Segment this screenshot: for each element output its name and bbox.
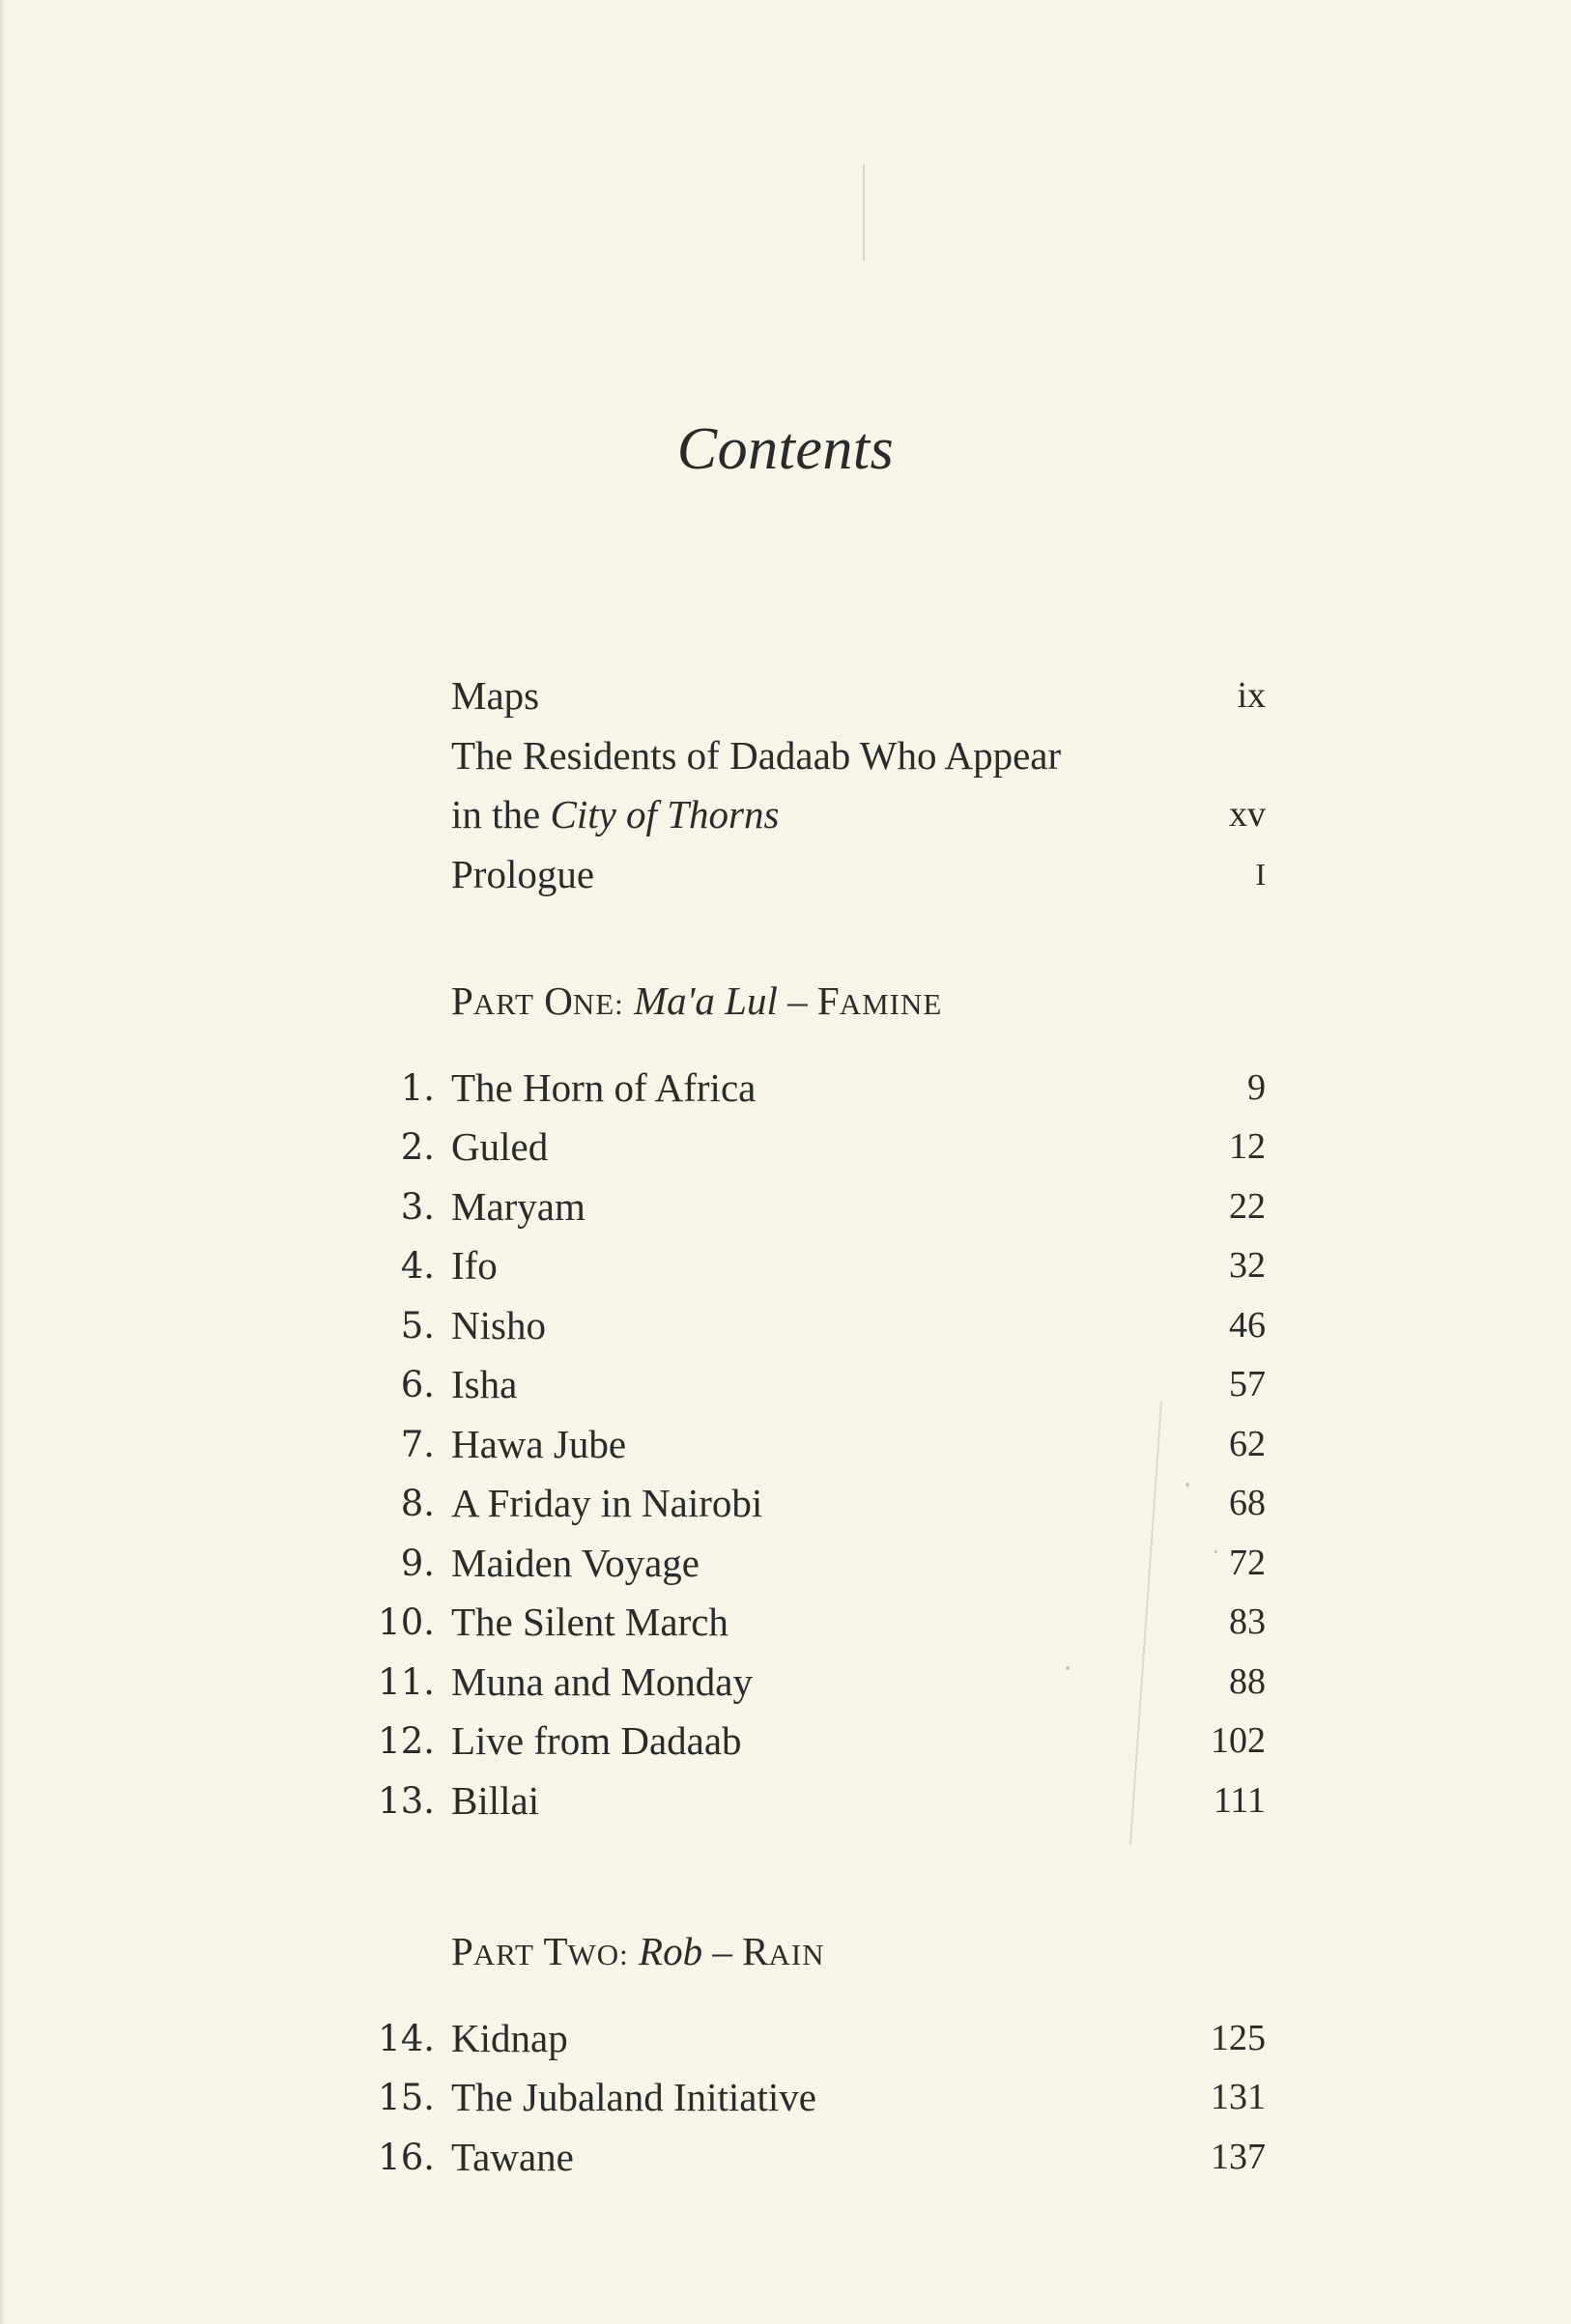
toc-chapter-entry[interactable] [348,1474,1266,1534]
smallcap-rest: AIN [768,1938,825,1971]
part-two-heading [348,1922,1266,1982]
entry-page: xv [1229,794,1266,835]
chapter-page: 68 [1229,1483,1266,1523]
smallcap-rest: ART [472,1938,534,1971]
entry-label: Maps [451,673,540,718]
chapter-title: Isha [451,1362,518,1406]
chapter-number: 13. [378,1779,435,1822]
chapter-number: 9. [400,1542,435,1584]
chapter-number: 1. [400,1066,435,1109]
chapter-page: 9 [1247,1066,1266,1108]
crease-mark [863,164,865,261]
entry-label-line1: The Residents of Dadaab Who Appear [451,732,1062,778]
toc-chapter-entry[interactable] [348,1771,1266,1831]
part-heading-text [451,972,942,1034]
smallcap-initial: T [533,1929,568,1973]
entry-label-line2 [451,785,779,845]
toc-chapter-entry[interactable] [348,1296,1266,1356]
chapter-title: The Horn of Africa [451,1064,757,1110]
table-of-contents [348,666,1266,2187]
part-heading-italic: Rob [639,1929,703,1973]
chapter-title: Maryam [451,1183,586,1229]
smallcap-initial: P [451,978,473,1023]
part-one-heading [348,972,1266,1032]
chapter-page: 125 [1211,2017,1266,2058]
chapter-title: Guled [451,1124,549,1169]
chapter-number: 3. [400,1185,435,1228]
chapter-number: 14. [378,2017,435,2059]
toc-chapter-entry[interactable] [348,1059,1266,1119]
smallcap-initial: P [451,1929,473,1973]
chapter-number: 2. [400,1126,435,1168]
toc-chapter-entry[interactable] [348,1415,1266,1475]
chapter-page: 102 [1211,1720,1266,1761]
part-gap [348,1982,1266,2009]
entry-label-italic: City of Thorns [550,792,780,836]
page-title: Contents [676,416,895,482]
chapter-number: 12. [378,1720,435,1762]
part-heading-text [451,1922,825,1985]
chapter-page: 83 [1229,1601,1266,1642]
chapter-title: Maiden Voyage [451,1540,700,1585]
chapter-number: 16. [378,2136,435,2178]
chapter-title: Hawa Jube [451,1421,627,1466]
toc-chapter-entry[interactable] [348,1653,1266,1713]
part-heading-dash: – [702,1929,743,1973]
chapter-page: 72 [1229,1542,1266,1583]
chapter-number: 8. [400,1483,435,1524]
chapter-number: 15. [378,2077,435,2118]
smallcap-initial: O [533,978,573,1023]
smallcap-rest: AMINE [839,987,943,1021]
chapter-title: Tawane [451,2134,574,2179]
toc-entry-maps[interactable] [348,666,1266,726]
chapter-number: 10. [378,1601,435,1643]
chapter-title: Live from Dadaab [451,1718,742,1763]
toc-entry-prologue[interactable] [348,845,1266,905]
chapter-page: 46 [1229,1304,1266,1346]
entry-page: ix [1237,675,1266,716]
toc-chapter-entry[interactable] [348,1177,1266,1237]
smallcap-rest: ART [472,987,534,1021]
section-gap [348,1830,1266,1922]
chapter-title: Muna and Monday [451,1658,754,1704]
chapter-number: 11. [378,1660,435,1703]
chapter-title: The Silent March [451,1600,728,1644]
toc-chapter-entry[interactable] [348,1355,1266,1415]
smallcap-initial: R [742,1929,769,1973]
chapter-title: Kidnap [451,2015,568,2060]
smallcap-rest: NE: [572,987,624,1021]
toc-chapter-entry[interactable] [348,1593,1266,1653]
toc-chapter-entry[interactable] [348,1236,1266,1296]
chapter-page: 12 [1229,1126,1266,1167]
part-heading-dash: – [777,978,817,1023]
part-gap [348,1032,1266,1059]
chapter-page: 111 [1213,1779,1266,1821]
chapter-page: 131 [1211,2077,1266,2117]
chapter-page: 137 [1211,2136,1266,2177]
chapter-page: 62 [1229,1423,1266,1464]
part-one-chapter-list [348,1059,1266,1831]
chapter-title: The Jubaland Initiative [451,2075,816,2119]
chapter-number: 7. [400,1423,435,1465]
smallcap-initial: F [816,978,840,1023]
part-two-chapter-list [348,2009,1266,2188]
chapter-page: 88 [1229,1660,1266,1702]
chapter-number: 4. [400,1245,435,1287]
toc-chapter-entry[interactable] [348,2128,1266,2188]
entry-label: Prologue [451,851,595,896]
toc-entry-residents-cont[interactable] [348,785,1266,845]
chapter-title: A Friday in Nairobi [451,1481,763,1525]
part-heading-italic: Ma'a Lul [634,978,778,1023]
smallcap-rest: WO: [567,1938,629,1971]
toc-chapter-entry[interactable] [348,2068,1266,2128]
chapter-number: 5. [400,1304,435,1346]
page-edge [0,0,6,2324]
section-gap [348,904,1266,972]
toc-chapter-entry[interactable] [348,1712,1266,1771]
chapter-title: Billai [451,1777,540,1823]
toc-chapter-entry[interactable] [348,2009,1266,2069]
chapter-title: Nisho [451,1302,546,1347]
chapter-title: Ifo [451,1243,498,1288]
toc-entry-residents[interactable] [348,726,1266,786]
chapter-page: 57 [1229,1364,1266,1404]
chapter-number: 6. [400,1364,435,1405]
toc-chapter-entry[interactable] [348,1118,1266,1177]
chapter-page: 22 [1229,1185,1266,1227]
entry-page: I [1255,856,1266,892]
toc-chapter-entry[interactable] [348,1534,1266,1594]
chapter-page: 32 [1229,1245,1266,1286]
entry-label-prefix: in the [451,792,551,836]
